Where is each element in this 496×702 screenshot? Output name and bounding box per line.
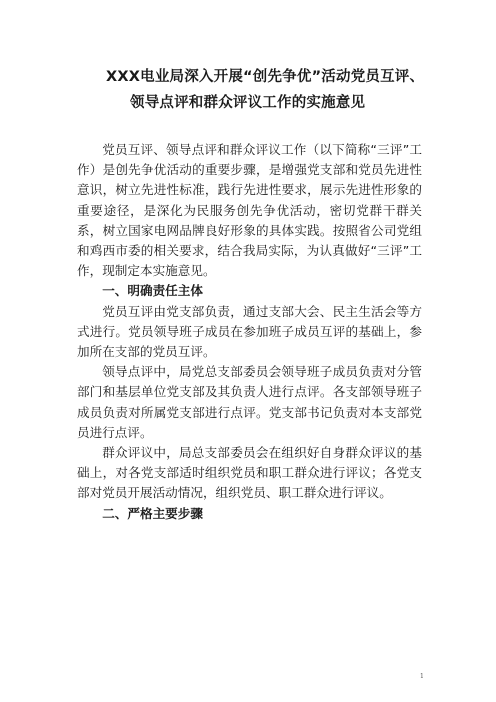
section-1-paragraph-1: 党员互评由党支部负责，通过支部大会、民主生活会等方式进行。党员领导班子成员在参加班子成员互评的基础上，参加所在支部的党员互评。	[77, 303, 422, 360]
document-body	[77, 140, 422, 524]
section-1-paragraph-3: 群众评议中，局总支部委员会在组织好自身群众评议的基础上，对各党支部适时组织党员和职工群众进行评议；各党支部对党员开展活动情况，组织党员、职工群众进行评议。	[77, 445, 422, 501]
section-heading-2: 二、严格主要步骤	[102, 505, 203, 521]
page-number: 1	[420, 673, 424, 680]
section-heading-1: 一、明确责任主体	[102, 283, 203, 299]
document-title-line-2: 领导点评和群众评议工作的实施意见	[130, 95, 366, 111]
document-title-line-1: XXX电业局深入开展“创先争优”活动党员互评、	[106, 69, 425, 85]
intro-paragraph: 党员互评、领导点评和群众评议工作（以下简称“三评”工作）是创先争优活动的重要步骤，是增强党支部和党员先进性意识，树立先进性标准，践行先进性要求，展示先进性形象的重要途径，是深化为民服务创先争优活动，密切党群干群关系，树立国家电网品牌良好形象的具体实践。按照省公司党组和鸡西市委的相关要求，结合我局实际，为认真做好“三评”工作，现制定本实施意见。	[77, 142, 422, 279]
section-1-paragraph-2: 领导点评中，局党总支部委员会领导班子成员负责对分管部门和基层单位党支部及其负责人进行点评。各支部领导班子成员负责对所属党支部进行点评。党支部书记负责对本支部党员进行点评。	[77, 364, 422, 440]
